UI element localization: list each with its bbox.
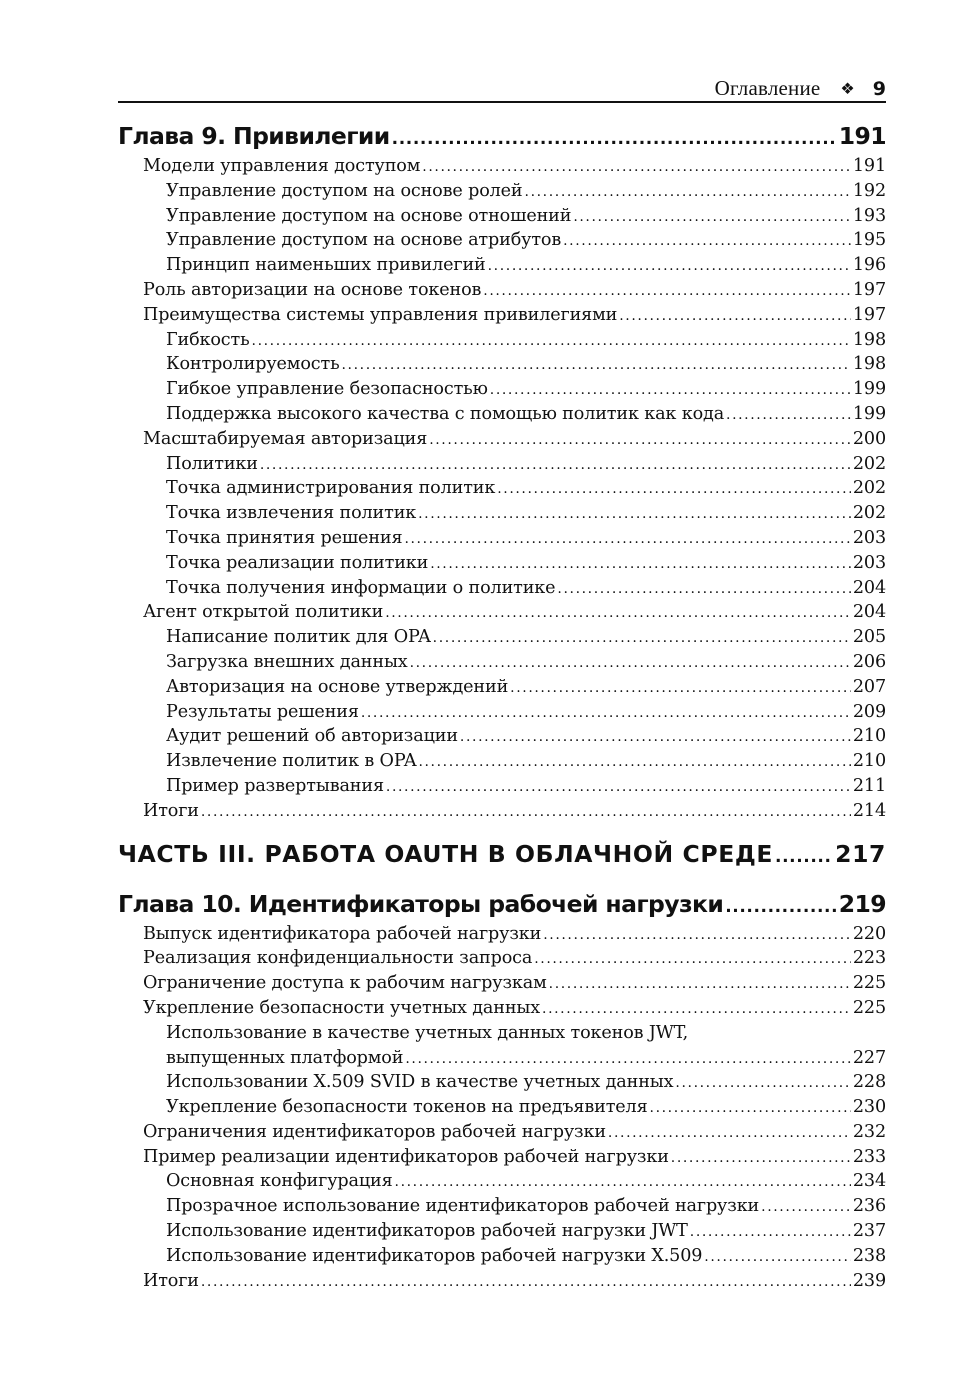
dot-leader [690, 1219, 851, 1245]
toc-entry[interactable] [118, 1095, 886, 1120]
toc-entry[interactable] [118, 253, 886, 278]
running-head [715, 76, 886, 100]
dot-leader [460, 724, 851, 750]
entry-title: Реализация конфиденциальности запроса [143, 948, 533, 969]
dot-leader [775, 836, 833, 875]
dot-leader [608, 1120, 851, 1146]
dot-leader [201, 799, 851, 825]
dot-leader [510, 675, 851, 701]
dot-leader [260, 452, 851, 478]
dot-leader [557, 576, 850, 602]
dot-leader [671, 1145, 851, 1171]
entry-page: 227 [852, 1047, 886, 1068]
entry-title: Управление доступом на основе ролей [166, 180, 523, 201]
toc-entry[interactable] [118, 1194, 886, 1219]
entry-title: Точка получения информации о политике [166, 577, 556, 598]
dot-leader [386, 774, 851, 800]
toc-entry[interactable] [118, 922, 886, 947]
entry-title: Точка администрирования политик [166, 478, 496, 499]
entry-title: Поддержка высокого качества с помощью политик как кода [166, 403, 725, 424]
dot-leader [490, 377, 851, 403]
toc-entry[interactable] [118, 179, 886, 204]
entry-title: Авторизация на основе утверждений [166, 676, 509, 697]
entry-page: 193 [852, 205, 886, 226]
toc-entry[interactable] [118, 1070, 886, 1095]
entry-title: Модели управления доступом [143, 156, 421, 176]
entry-page: 230 [852, 1097, 886, 1118]
entry-page: 211 [852, 775, 886, 796]
toc-entry[interactable] [118, 700, 886, 725]
entry-page: 233 [852, 1146, 886, 1167]
entry-title: Пример реализации идентификаторов рабочей нагрузки [143, 1146, 669, 1167]
dot-leader [418, 749, 850, 775]
toc-entry[interactable] [118, 452, 886, 477]
dot-leader [422, 154, 851, 180]
entry-title: Укрепление безопасности токенов на предъявителя [166, 1097, 648, 1118]
dot-leader [405, 1046, 851, 1072]
toc-entry[interactable] [118, 278, 886, 303]
dot-leader [726, 402, 851, 428]
entry-page: 237 [852, 1221, 886, 1242]
entry-title: Управление доступом на основе атрибутов [166, 230, 562, 251]
dot-leader [563, 228, 851, 254]
dot-leader [543, 922, 851, 948]
toc-entry[interactable] [118, 228, 886, 253]
entry-title: Контролируемость [166, 354, 340, 375]
dot-leader [488, 253, 851, 279]
header-rule [118, 101, 886, 103]
entry-page: 210 [852, 726, 886, 747]
entry-title: Политики [166, 453, 258, 474]
entry-page: 197 [852, 279, 886, 300]
dot-leader [385, 600, 851, 626]
chapter-page: 219 [838, 889, 886, 918]
entry-page: 203 [852, 552, 886, 573]
dot-leader [675, 1070, 850, 1096]
toc-entry[interactable] [118, 724, 886, 749]
entry-page: 196 [852, 255, 886, 276]
entry-page: 207 [852, 676, 886, 697]
ornament-icon: ❖ [840, 79, 855, 98]
toc-entry[interactable] [118, 377, 886, 402]
dot-leader [534, 946, 851, 972]
chapter-9-entries [118, 154, 886, 824]
entry-page: 198 [852, 329, 886, 350]
entry-page: 199 [852, 403, 886, 424]
dot-leader [404, 526, 850, 552]
toc-entry[interactable] [118, 1219, 886, 1244]
dot-leader [430, 551, 851, 577]
part-title: ЧАСТЬ III. РАБОТА OAUTH В ОБЛАЧНОЙ СРЕДЕ [118, 839, 774, 868]
dot-leader [525, 179, 851, 205]
dot-leader [573, 204, 851, 230]
entry-page: 225 [852, 973, 886, 994]
entry-page: 203 [852, 527, 886, 548]
toc-entry-title-line1: Использование в качестве учетных данных токенов JWT, [166, 1022, 689, 1043]
dot-leader [704, 1244, 851, 1270]
entry-page: 204 [852, 602, 886, 623]
toc-entry[interactable] [118, 1145, 886, 1170]
toc-entry[interactable] [118, 971, 886, 996]
toc-entry[interactable] [118, 402, 886, 427]
toc-entry[interactable] [118, 650, 886, 675]
entry-title: Аудит решений об авторизации [166, 726, 458, 747]
entry-page: 200 [852, 428, 886, 449]
entry-title: Гибкость [166, 329, 250, 350]
toc-entry[interactable] [118, 1046, 886, 1071]
toc-entry[interactable] [118, 1120, 886, 1145]
toc-entry[interactable] [118, 476, 886, 501]
toc-chapter-9[interactable] [118, 118, 886, 154]
dot-leader [418, 501, 851, 527]
entry-title: Роль авторизации на основе токенов [143, 279, 482, 300]
entry-title: Загрузка внешних данных [166, 651, 408, 672]
entry-page: 192 [852, 180, 886, 201]
entry-page: 234 [852, 1171, 886, 1192]
toc-entry[interactable] [118, 526, 886, 551]
toc-entry[interactable] [118, 749, 886, 774]
table-of-contents [118, 118, 886, 1293]
entry-title: Итоги [143, 1270, 199, 1291]
entry-title: Выпуск идентификатора рабочей нагрузки [143, 923, 542, 944]
entry-title: Использование идентификаторов рабочей нагрузки JWT [166, 1221, 688, 1242]
toc-entry[interactable] [118, 996, 886, 1021]
entry-page: 210 [852, 751, 886, 772]
dot-leader [433, 625, 851, 651]
entry-title: Точка принятия решения [166, 527, 403, 548]
entry-page: 202 [852, 503, 886, 524]
entry-page: 220 [852, 923, 886, 944]
entry-title: Ограничения идентификаторов рабочей нагрузки [143, 1121, 606, 1142]
toc-part-3[interactable] [118, 836, 886, 872]
dot-leader [392, 118, 837, 157]
toc-entry[interactable] [118, 576, 886, 601]
entry-title: Гибкое управление безопасностью [166, 379, 488, 400]
entry-title: Использовании X.509 SVID в качестве учетных данных [166, 1072, 674, 1093]
entry-page: 205 [852, 627, 886, 648]
entry-page: 238 [852, 1245, 886, 1266]
dot-leader [361, 700, 851, 726]
page-number: 9 [872, 78, 886, 100]
entry-page: 236 [852, 1196, 886, 1217]
entry-page: 214 [852, 800, 886, 821]
dot-leader [429, 427, 851, 453]
entry-page: 232 [852, 1121, 886, 1142]
entry-page: 198 [852, 354, 886, 375]
dot-leader [497, 476, 851, 502]
entry-title: Использование идентификаторов рабочей нагрузки X.509 [166, 1245, 703, 1266]
entry-page: 223 [852, 948, 886, 969]
entry-title: Точка реализации политики [166, 552, 429, 573]
toc-entry[interactable] [118, 427, 886, 452]
toc-entry[interactable] [118, 204, 886, 229]
toc-entry[interactable] [118, 625, 886, 650]
toc-entry[interactable] [118, 1244, 886, 1269]
dot-leader [410, 650, 851, 676]
entry-title: Агент открытой политики [143, 602, 384, 623]
entry-title: Принцип наименьших привилегий [166, 255, 486, 276]
toc-entry[interactable] [118, 154, 886, 179]
entry-page: 209 [852, 701, 886, 722]
entry-title: Ограничение доступа к рабочим нагрузкам [143, 973, 547, 994]
entry-title: Написание политик для OPA [166, 627, 431, 648]
entry-page: 225 [852, 997, 886, 1018]
toc-entry[interactable] [118, 1169, 886, 1194]
entry-page: 191 [852, 156, 886, 176]
toc-chapter-10[interactable] [118, 886, 886, 922]
entry-title: Итоги [143, 800, 199, 821]
entry-title: Управление доступом на основе отношений [166, 205, 572, 226]
toc-entry[interactable] [118, 946, 886, 971]
dot-leader [542, 996, 851, 1022]
dot-leader [725, 886, 837, 925]
entry-page: 202 [852, 453, 886, 474]
chapter-title: Глава 9. Привилегии [118, 122, 390, 150]
entry-title: Результаты решения [166, 701, 359, 722]
toc-entry[interactable] [118, 303, 886, 328]
entry-page: 228 [852, 1072, 886, 1093]
dot-leader [252, 328, 851, 354]
dot-leader [201, 1269, 851, 1295]
entry-title: выпущенных платформой [166, 1047, 404, 1068]
toc-entry[interactable] [118, 799, 886, 824]
chapter-title: Глава 10. Идентификаторы рабочей нагрузки [118, 889, 724, 918]
toc-entry[interactable] [118, 1269, 886, 1294]
entry-title: Точка извлечения политик [166, 503, 417, 524]
entry-page: 206 [852, 651, 886, 672]
running-head-title: Оглавление [714, 76, 821, 100]
entry-page: 202 [852, 478, 886, 499]
chapter-10-entries [118, 922, 886, 1294]
entry-title: Укрепление безопасности учетных данных [143, 997, 541, 1018]
entry-title: Прозрачное использование идентификаторов рабочей нагрузки [166, 1196, 760, 1217]
dot-leader [650, 1095, 851, 1121]
toc-entry[interactable] [118, 501, 886, 526]
entry-title: Масштабируемая авторизация [143, 428, 428, 449]
entry-page: 239 [852, 1270, 886, 1291]
dot-leader [549, 971, 851, 997]
toc-entry[interactable] [118, 774, 886, 799]
entry-title: Извлечение политик в OPA [166, 751, 417, 772]
entry-title: Преимущества системы управления привилегиями [143, 304, 618, 325]
toc-entry[interactable] [118, 328, 886, 353]
entry-title: Основная конфигурация [166, 1171, 393, 1192]
entry-page: 197 [852, 304, 886, 325]
dot-leader [342, 352, 851, 378]
entry-page: 195 [852, 230, 886, 251]
entry-page: 204 [852, 577, 886, 598]
chapter-page: 191 [838, 122, 886, 150]
part-page: 217 [835, 839, 886, 868]
dot-leader [761, 1194, 851, 1220]
toc-entry[interactable] [118, 675, 886, 700]
entry-title: Пример развертывания [166, 775, 384, 796]
entry-page: 199 [852, 379, 886, 400]
toc-entry[interactable] [118, 551, 886, 576]
toc-entry[interactable] [118, 352, 886, 377]
dot-leader [619, 303, 851, 329]
toc-entry[interactable] [118, 600, 886, 625]
dot-leader [483, 278, 851, 304]
dot-leader [395, 1169, 851, 1195]
